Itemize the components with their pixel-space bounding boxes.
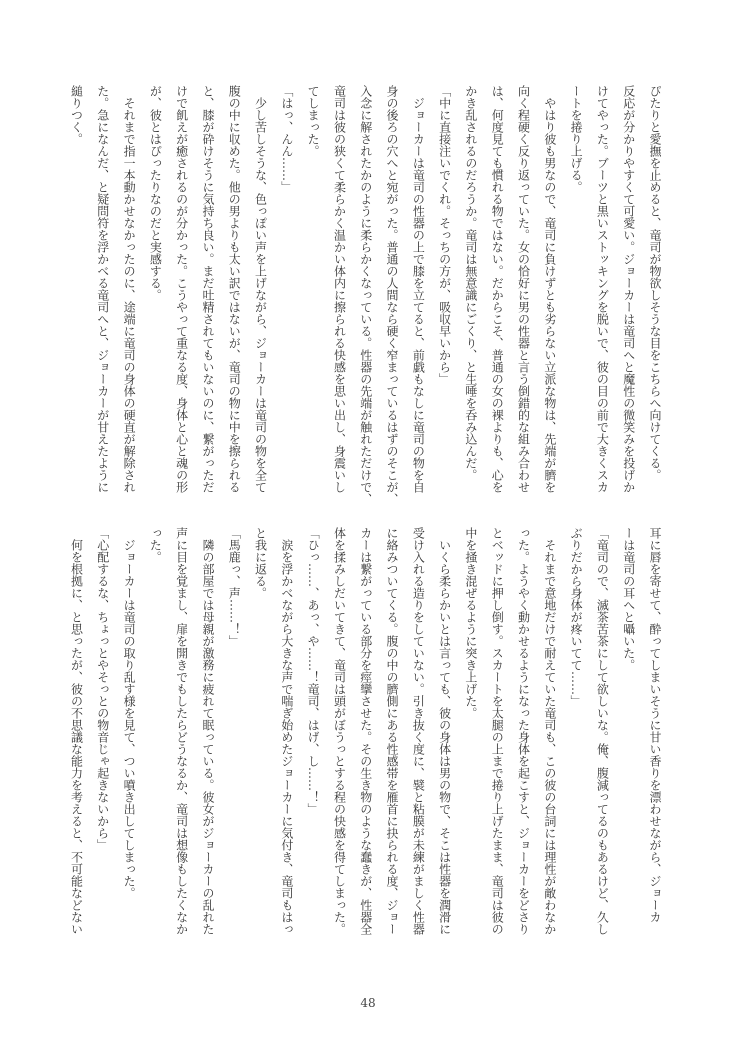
- text-line: 縋りつく。: [69, 85, 84, 145]
- text-line: は、何度見ても慣れる物ではない。だからこそ、普通の女の裸よりも、心を: [490, 85, 505, 493]
- text-line: と我に返る。: [253, 527, 268, 599]
- text-line: 腹の中に収めた。他の男よりも太い訳ではないが、竜司の物に中を擦られる: [227, 85, 242, 493]
- text-line: ぶりだから身体が疼いてて……」: [569, 527, 584, 707]
- text-line: ジョーカーは竜司の取り乱す様を見て、つい噴き出してしまった。: [122, 527, 137, 899]
- text-line: 「竜司ので、滅茶苦茶にして欲しいな。俺、腹減ってるのもあるけど、久し: [595, 527, 610, 935]
- text-line: 入念に解されたかのように柔らかくなっている。性器の先端が触れただけで、: [358, 85, 373, 505]
- text-line: かき乱されるのだろうか。竜司は無意識にごくり、と生唾を呑み込んだ。: [463, 85, 478, 481]
- text-line: いくら柔らかいとは言っても、彼の身体は男の物で、そこは性器を潤滑に: [437, 527, 452, 935]
- text-line: 「馬鹿っ、声……！」: [227, 527, 242, 647]
- text-line: 「ひっ……、あっ、や……！竜司、はげ、し……！」: [306, 527, 321, 815]
- text-line: ーは竜司の耳へと囁いた。: [621, 527, 636, 671]
- text-line: 声に目を覚まし、扉を開きでもしたらどうなるか、竜司は想像もしたくなか: [174, 527, 189, 935]
- text-line: 中を掻き混ぜるように突き上げた。: [463, 527, 478, 719]
- text-line: それまで意地だけで耐えていた竜司も、この彼の台詞には理性が敵わなか: [542, 527, 557, 935]
- text-line: 耳に唇を寄せて、酔ってしまいそうに甘い香りを漂わせながら、ジョーカ: [648, 527, 662, 923]
- text-line: 反応が分かりやすくて可愛い。ジョーカーは竜司へと魔性の微笑みを投げか: [621, 85, 636, 493]
- text-line: ぴたりと愛撫を止めると、竜司が物欲しそうな目をこちらへ向けてくる。: [648, 85, 662, 481]
- text-line: 少し苦しそうな、色っぽい声を上げながら、ジョーカーは竜司の物を全て: [253, 85, 268, 493]
- text-block-bottom: [63, 527, 668, 965]
- text-line: った。ようやく動かせるようになった身体を起こすと、ジョーカーをどさり: [516, 527, 531, 935]
- text-line: けてやった。ブーツと黒いストッキングを脱いで、彼の目の前で大きくスカ: [595, 85, 610, 493]
- text-line: に絡みついてくる。腹の中の臍側にある性感帯を雁首に抉られる度、ジョー: [385, 527, 400, 935]
- text-line: 向く程硬く反り返っていた。女の恰好に男の性器と言う倒錯的な組み合わせ: [516, 85, 531, 493]
- text-line: とベッドに押し倒す。スカートを太腿の上まで捲り上げたまま、竜司は彼の: [490, 527, 505, 935]
- text-line: った。: [148, 527, 163, 563]
- text-line: てしまった。: [306, 85, 321, 157]
- text-line: 竜司は彼の狭くて柔らかく温かい体内に擦られる快感を思い出し、身震いし: [332, 85, 347, 493]
- text-line: 「中に直接注いでくれ。そっちの方が、吸収早いから」: [437, 85, 452, 385]
- text-line: が、彼とはぴったりなのだと実感する。: [148, 85, 163, 301]
- text-line: 隣の部屋では母親が激務に疲れて眠っている。彼女がジョーカーの乱れた: [200, 527, 215, 935]
- text-line: 体を揉みしだいてきて、竜司は頭がぼうっとする程の快感を得てしまった。: [332, 527, 347, 935]
- text-line: 何を根拠に、と思ったが、彼の不思議な能力を考えると、不可能などない: [69, 527, 84, 935]
- text-line: 受け入れる造りをしていない。引き抜く度に、襞と粘膜が未練がましく性器: [411, 527, 426, 935]
- text-line: 「心配するな、ちょっとやそっとの物音じゃ起きないから」: [95, 527, 110, 851]
- page-number: 48: [360, 996, 376, 1010]
- text-line: 身の後ろの穴へと宛がった。普通の人間なら硬く窄まっているはずのそこが、: [385, 85, 400, 505]
- text-line: ートを捲り上げる。: [569, 85, 584, 193]
- text-line: 涙を浮かべながら大きな声で喘ぎ始めたジョーカーに気付き、竜司もはっ: [279, 527, 294, 935]
- text-line: それまで指一本動かせなかったのに、途端に竜司の身体の硬直が解除され: [122, 85, 137, 493]
- text-line: と、膝が砕けそうに気持ち良い。まだ吐精されてもいないのに、繋がっただ: [200, 85, 215, 493]
- text-line: ジョーカーは竜司の性器の上で膝を立てると、前戯もなしに竜司の物を自: [411, 85, 426, 493]
- text-line: けで飢えが癒されるのが分かった。こうやって重なる度、身体と心と魂の形: [174, 85, 189, 493]
- text-line: やはり彼も男なので、竜司に負けずとも劣らない立派な物は、先端が臍を: [542, 85, 557, 493]
- text-line: カーは繋がっている部分を痙攣させた。その生き物のような蠢きが、性器全: [358, 527, 373, 935]
- text-line: た。急になんだ、と疑問符を浮かべる竜司へと、ジョーカーが甘えたように: [95, 85, 110, 493]
- text-block-top: [63, 85, 668, 509]
- text-line: 「はっ、んん……」: [279, 85, 294, 193]
